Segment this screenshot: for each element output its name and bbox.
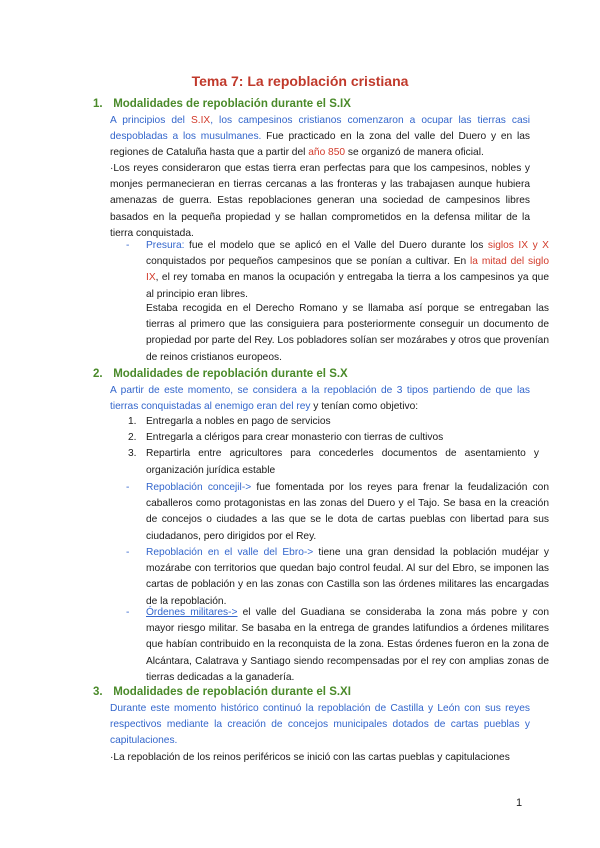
section-1-heading-text: Modalidades de repoblación durante el S.IX — [113, 98, 351, 110]
section-3-heading — [93, 685, 543, 700]
list-item — [128, 414, 539, 430]
text-span: se organizó de manera oficial. — [345, 147, 484, 159]
bullet-label: Presura: — [146, 240, 185, 251]
section-2-heading-text: Modalidades de repoblación durante el S.X — [113, 368, 348, 380]
text-span: A partir de este momento, se considera a la repoblación de 3 tipos partiendo de que las tierras conquistadas al enemigo eran del rey — [110, 385, 530, 413]
bullet-text — [146, 480, 549, 545]
section-2-numbered-list — [128, 414, 548, 479]
bullet-text — [146, 605, 549, 686]
list-item-number: 1. — [128, 416, 137, 427]
section-2-heading — [93, 367, 543, 382]
highlight-year: año 850 — [308, 147, 346, 159]
section-2-intro — [110, 383, 530, 415]
page-title: Tema 7: La repoblación cristiana — [191, 73, 409, 89]
text-span: Fue practicado en la zona del valle del Duero y en las regiones de Cataluña hasta que a partir del — [110, 131, 530, 159]
text-span: , el rey tomaba en manos la ocupación y entregaba la tierra a los campesinos ya que al principio eran libres. — [146, 272, 549, 300]
section-1-paragraph-2: ·Los reyes consideraron que estas tierra eran perfectas para que los campesinos, nobles y monjes permanecieran en tierras cercanas a las fronteras y las trabajasen aunque hubiera amenazas de guerra. Estas repoblaciones generan una sociedad de campesinos libres basados en la pequeña propiedad y se hallan comprometidos en la defensa militar de la tierra conquistada. — [110, 163, 530, 239]
list-item — [128, 430, 539, 446]
highlight-century: S.IX — [190, 115, 211, 126]
text-span: fue el modelo que se aplicó en el Valle del Duero durante los — [184, 240, 488, 251]
list-item-number: 3. — [128, 448, 137, 460]
bullet-dash: - — [126, 607, 130, 618]
bullet-presura-paragraph-2: Estaba recogida en el Derecho Romano y se llamaba así porque se entregaban las tierras al primero que las consiguiera para posteriormente conseguir un documento de propiedad por parte del Rey. Los pobladores solían ser mozárabes y otros que provenían de reinos cristianos europeos. — [146, 303, 549, 363]
section-3-intro — [110, 701, 530, 750]
list-item-text: Entregarla a nobles en pago de servicios — [146, 416, 331, 427]
section-1-number: 1. — [93, 98, 103, 110]
bullet-dash: - — [126, 240, 130, 251]
bullet-presura-text — [146, 238, 549, 303]
section-2-number: 2. — [93, 368, 103, 380]
bullet-label: Órdenes militares-> — [146, 607, 238, 618]
list-item-text: Entregarla a clérigos para crear monasterio con tierras de cultivos — [146, 432, 444, 444]
text-span: fue fomentada por los reyes para frenar la feudalización con caballeros como protagonistas en las zonas del Duero y el Tajo. Se basa en la creación de concejos o ciudades a las que se le dota de cartas pueblas con libertad para sus ciudadanos, pero dirigidos por el Rey. — [146, 482, 550, 542]
section-3-heading-text: Modalidades de repoblación durante el S.XI — [113, 686, 351, 698]
page-number: 1 — [516, 797, 523, 809]
list-item-text: Repartirla entre agricultores para concederles documentos de asentamiento y organización jurídica estable — [146, 448, 539, 476]
section-3-paragraph-2: ·La repoblación de los reinos periféricos se inició con las cartas pueblas y capitulaciones — [110, 752, 510, 763]
text-span: Durante este momento histórico continuó la repoblación de Castilla y León con sus reyes respectivos mediante la creación de concejos municipales dotados de cartas pueblas y capitulaciones. — [110, 703, 530, 747]
section-3-number: 3. — [93, 686, 103, 698]
bullet-text — [146, 545, 549, 610]
bullet-dash: - — [126, 482, 130, 493]
bullet-dash: - — [126, 547, 130, 558]
text-span: y tenían como objetivo: — [310, 401, 419, 413]
section-1-paragraph-1 — [110, 113, 530, 162]
list-item-number: 2. — [128, 432, 137, 444]
highlight-mid-century: la mitad del siglo IX — [146, 256, 549, 284]
highlight-centuries: siglos IX y X — [487, 240, 549, 251]
bullet-label: Repoblación en el valle del Ebro-> — [146, 547, 314, 558]
list-item — [128, 446, 539, 478]
text-span: , los campesinos cristianos comenzaron a ocupar las tierras casi despobladas a los musulmanes. — [110, 115, 530, 143]
text-span: tiene una gran densidad la población mudéjar y mozárabe con territorios que quedan bajo control feudal. Al sur del Ebro, se imponen las cartas de población y en las zonas con Castilla son las órdenes militares las encargadas de la repoblación. — [146, 547, 549, 607]
text-span: A principios del — [110, 115, 191, 126]
bullet-label: Repoblación concejil-> — [146, 482, 252, 493]
text-span: conquistados por pequeños campesinos que se ponían a cultivar. En — [146, 256, 471, 268]
text-span: el valle del Guadiana se consideraba la zona más pobre y con mayor riesgo militar. Se basaba en la entrega de grandes latifundios a órdenes militares que habían contribuido en la reconquista de la zona. Estas órdenes fueron en la zona de Alcántara, Calatrava y Santiago siendo recompensadas por el rey con amplias zonas de tierras dedicadas a la ganadería. — [146, 607, 550, 683]
section-1-heading — [93, 97, 543, 112]
